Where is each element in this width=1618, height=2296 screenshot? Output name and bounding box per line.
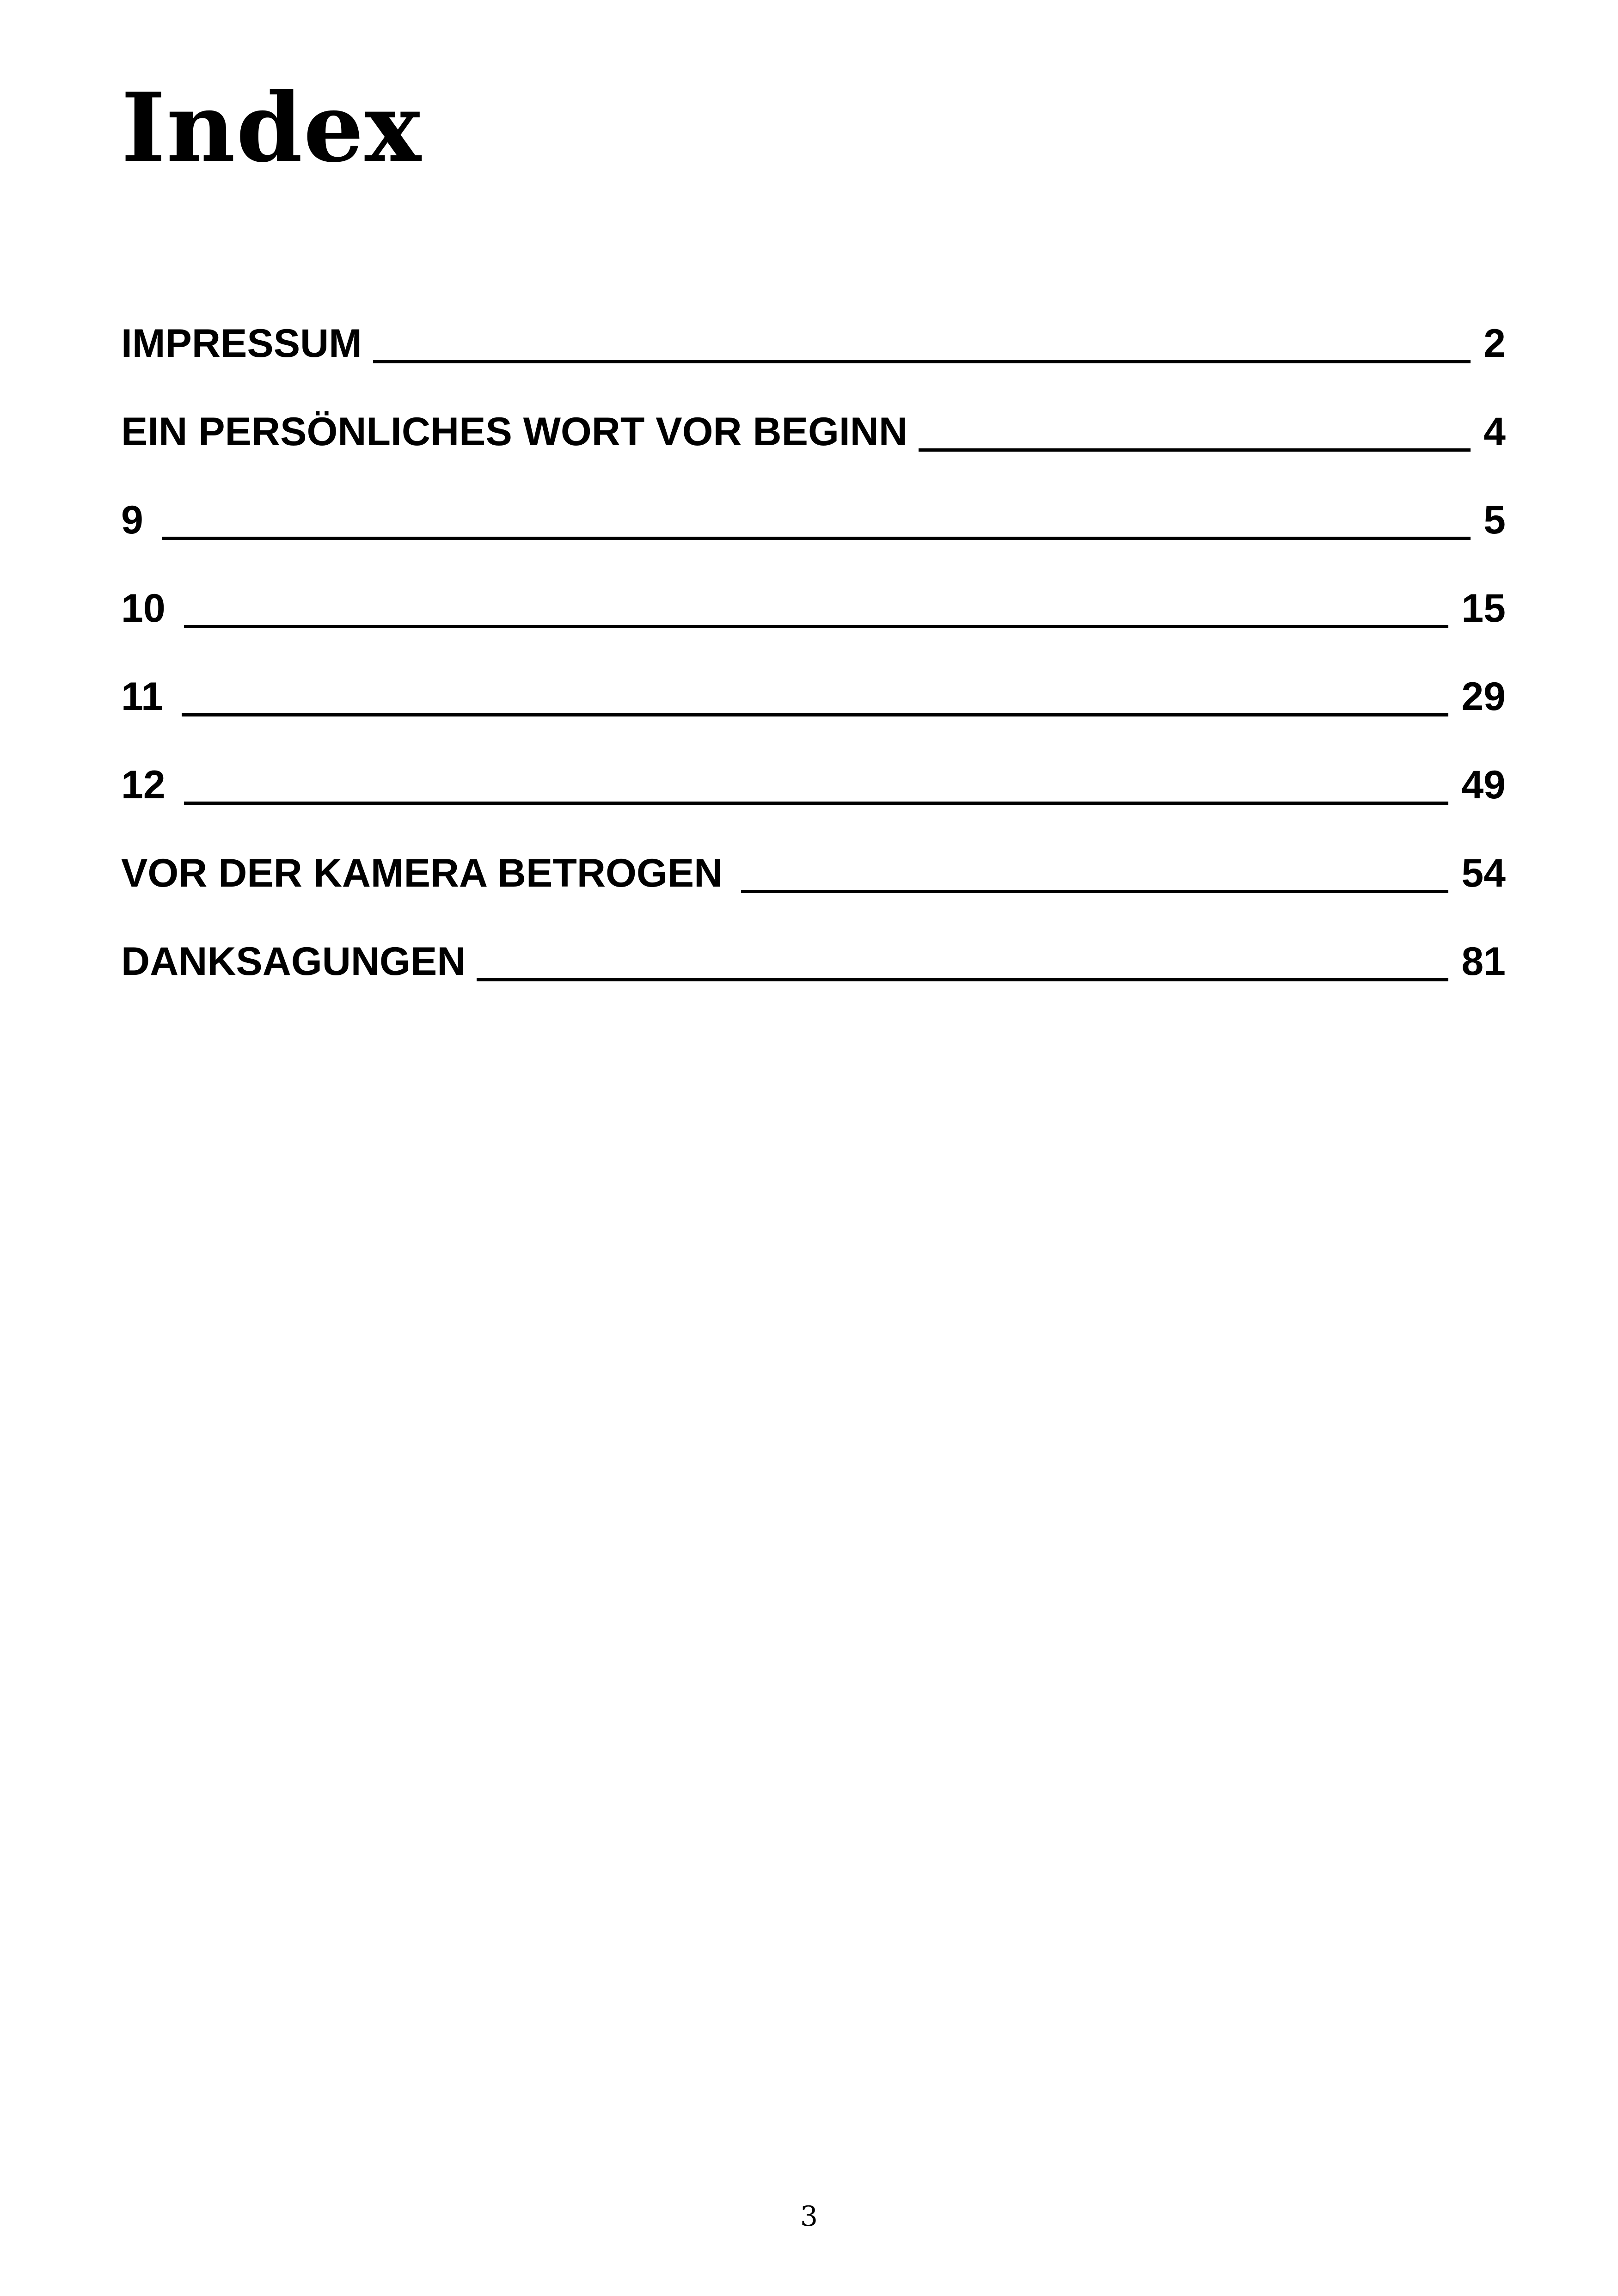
table-of-contents — [121, 321, 1506, 1030]
toc-entry-page: 29 — [1461, 674, 1506, 719]
toc-leader-line — [477, 978, 1448, 981]
toc-entry-label: 11 — [121, 674, 163, 719]
toc-entry-page: 49 — [1461, 763, 1506, 807]
toc-leader-line — [162, 537, 1471, 540]
toc-entry-page: 54 — [1461, 851, 1506, 895]
toc-leader-line — [919, 448, 1471, 452]
toc-entry-impressum — [121, 321, 1506, 412]
toc-entry-page: 4 — [1483, 410, 1506, 454]
toc-leader-line — [184, 802, 1449, 805]
toc-entry-page: 81 — [1461, 939, 1506, 984]
toc-entry-label: VOR DER KAMERA BETROGEN — [121, 851, 723, 895]
toc-entry-danksagungen — [121, 939, 1506, 1030]
toc-entry-12 — [121, 765, 1506, 853]
page-number: 3 — [800, 2200, 818, 2233]
toc-entry-label: EIN PERSÖNLICHES WORT VOR BEGINN — [121, 410, 908, 454]
toc-entry-11 — [121, 674, 1506, 765]
toc-entry-label: IMPRESSUM — [121, 321, 362, 366]
toc-entry-persoenliches-wort — [121, 412, 1506, 500]
toc-entry-10 — [121, 588, 1506, 677]
toc-leader-line — [184, 625, 1449, 628]
toc-entry-9 — [121, 500, 1506, 588]
toc-leader-line — [182, 713, 1448, 716]
toc-leader-line — [373, 360, 1471, 363]
toc-entry-page: 5 — [1483, 498, 1506, 542]
toc-entry-vor-der-kamera-betrogen — [121, 853, 1506, 942]
toc-entry-page: 2 — [1483, 321, 1506, 366]
toc-entry-label: 12 — [121, 763, 165, 807]
toc-leader-line — [741, 890, 1448, 893]
toc-entry-page: 15 — [1461, 586, 1506, 631]
toc-entry-label: 9 — [121, 498, 143, 542]
page-title: Index — [121, 73, 422, 184]
toc-entry-label: 10 — [121, 586, 165, 631]
toc-entry-label: DANKSAGUNGEN — [121, 939, 466, 984]
